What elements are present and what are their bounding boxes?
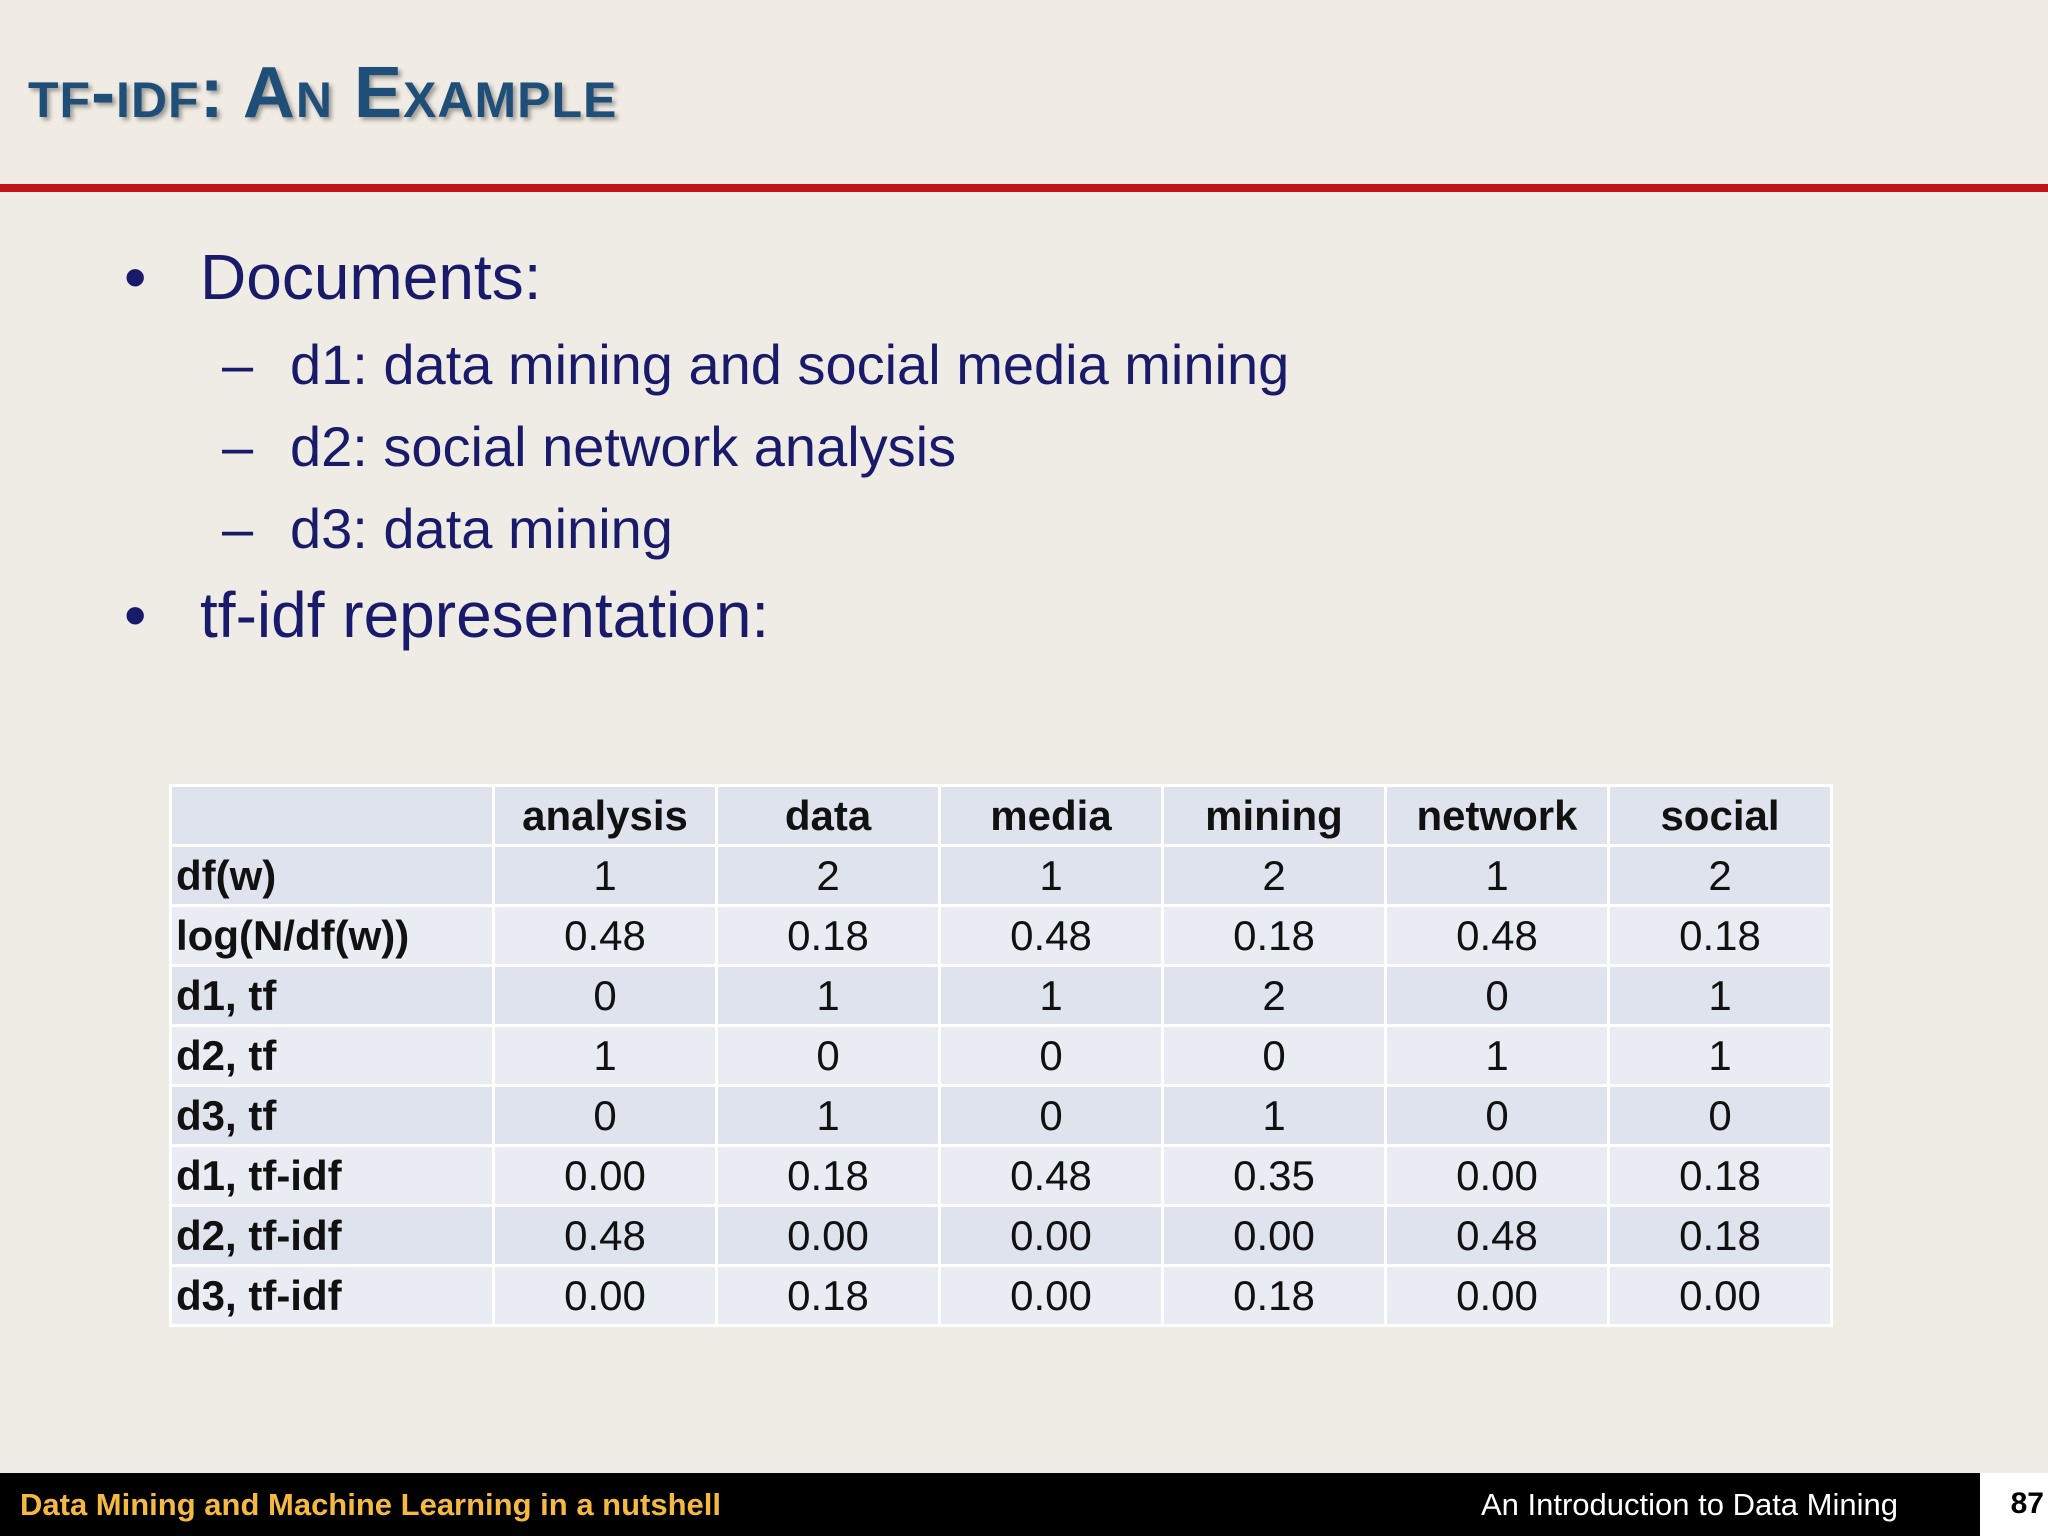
table-cell: 0.48 (1386, 1206, 1609, 1266)
table-cell: 0.18 (1609, 1146, 1832, 1206)
row-label: log(N/df(w)) (171, 906, 494, 966)
table-cell: 0 (494, 1086, 717, 1146)
table-cell: 0.18 (1609, 1206, 1832, 1266)
table-cell: 0.18 (717, 1146, 940, 1206)
table-cell: 0.18 (717, 906, 940, 966)
dash-marker: – (222, 333, 254, 396)
footer-chapter-title: An Introduction to Data Mining (1480, 1487, 1898, 1522)
row-label: d2, tf-idf (171, 1206, 494, 1266)
table-cell: 0.18 (1609, 906, 1832, 966)
column-header: network (1386, 786, 1609, 846)
table-cell: 1 (1609, 1026, 1832, 1086)
table-header-row (171, 786, 1832, 846)
table-cell: 0 (717, 1026, 940, 1086)
column-header: media (940, 786, 1163, 846)
table-cell: 0 (1386, 1086, 1609, 1146)
table-cell: 1 (717, 1086, 940, 1146)
table-cell: 0.00 (940, 1206, 1163, 1266)
slide-footer (0, 1473, 1980, 1536)
table-cell: 1 (494, 1026, 717, 1086)
table-cell: 0.00 (1386, 1266, 1609, 1326)
row-label: d2, tf (171, 1026, 494, 1086)
table-row (171, 1146, 1832, 1206)
table-cell: 0 (1163, 1026, 1386, 1086)
table-cell: 2 (717, 846, 940, 906)
table-cell: 1 (1609, 966, 1832, 1026)
table-cell: 1 (940, 846, 1163, 906)
column-header: mining (1163, 786, 1386, 846)
table-cell: 1 (717, 966, 940, 1026)
row-label: d3, tf (171, 1086, 494, 1146)
table-row (171, 1086, 1832, 1146)
row-label: d3, tf-idf (171, 1266, 494, 1326)
table-cell: 1 (494, 846, 717, 906)
table-cell: 1 (940, 966, 1163, 1026)
table-row (171, 966, 1832, 1026)
bullet-marker: • (124, 579, 147, 651)
table-cell: 0.00 (494, 1266, 717, 1326)
tfidf-table (169, 784, 1833, 1327)
page-number: 87 (2010, 1487, 2044, 1520)
table-cell: 0.48 (494, 906, 717, 966)
sub-item-text: d3: data mining (290, 497, 673, 560)
column-header: social (1609, 786, 1832, 846)
bullet-marker: • (124, 241, 147, 313)
table-cell: 2 (1163, 966, 1386, 1026)
sub-item-text: d1: data mining and social media mining (290, 333, 1290, 396)
table-cell: 0.18 (1163, 1266, 1386, 1326)
table-cell: 0.48 (940, 906, 1163, 966)
table-cell: 0.00 (717, 1206, 940, 1266)
slide-title: tf-idf: An Example (28, 53, 618, 133)
table-cell: 0.00 (940, 1266, 1163, 1326)
table-corner-cell (171, 786, 494, 846)
table-row (171, 906, 1832, 966)
table-cell: 0 (494, 966, 717, 1026)
table-cell: 0 (1386, 966, 1609, 1026)
table-row (171, 1206, 1832, 1266)
dash-marker: – (222, 415, 254, 478)
slide-header (0, 0, 2048, 186)
table-row (171, 846, 1832, 906)
column-header: analysis (494, 786, 717, 846)
table-cell: 1 (1386, 846, 1609, 906)
table-cell: 0.48 (494, 1206, 717, 1266)
footer-course-title: Data Mining and Machine Learning in a nutshell (20, 1487, 722, 1522)
table-cell: 2 (1609, 846, 1832, 906)
table-cell: 0 (940, 1026, 1163, 1086)
title-divider (0, 184, 2048, 192)
table-row (171, 1026, 1832, 1086)
bullet-text: tf-idf representation: (200, 579, 770, 651)
table-cell: 1 (1386, 1026, 1609, 1086)
table-cell: 2 (1163, 846, 1386, 906)
column-header: data (717, 786, 940, 846)
table-cell: 0.48 (940, 1146, 1163, 1206)
dash-marker: – (222, 497, 254, 560)
row-label: df(w) (171, 846, 494, 906)
table-cell: 0 (1609, 1086, 1832, 1146)
table-cell: 0.00 (1386, 1146, 1609, 1206)
table-cell: 0.18 (717, 1266, 940, 1326)
table-cell: 0.35 (1163, 1146, 1386, 1206)
row-label: d1, tf-idf (171, 1146, 494, 1206)
table-cell: 0.18 (1163, 906, 1386, 966)
table-cell: 1 (1163, 1086, 1386, 1146)
table-cell: 0 (940, 1086, 1163, 1146)
bullet-text: Documents: (200, 241, 542, 313)
table-cell: 0.00 (494, 1146, 717, 1206)
table-row (171, 1266, 1832, 1326)
row-label: d1, tf (171, 966, 494, 1026)
sub-item-text: d2: social network analysis (290, 415, 957, 478)
table-cell: 0.00 (1609, 1266, 1832, 1326)
page-number-box (1980, 1473, 2048, 1536)
table-cell: 0.00 (1163, 1206, 1386, 1266)
table-cell: 0.48 (1386, 906, 1609, 966)
